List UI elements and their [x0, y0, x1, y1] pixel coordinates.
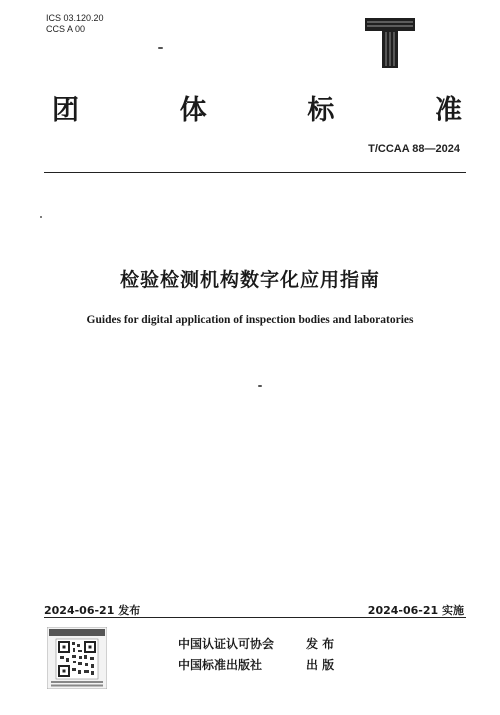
anti-counterfeit-qr-label [47, 627, 107, 689]
printer-org: 中国标准出版社 [178, 658, 263, 672]
scan-speck [158, 47, 163, 49]
printer-action: 出 版 [306, 658, 335, 672]
classification-codes [46, 13, 104, 35]
publisher-action: 发 布 [306, 637, 335, 651]
category-char: 标 [307, 95, 335, 126]
printer-row [178, 656, 334, 673]
scan-speck [40, 216, 42, 218]
standard-type-logo [363, 16, 417, 70]
scan-speck [258, 385, 262, 387]
t-logo-icon [363, 16, 417, 70]
ics-code: ICS 03.120.20 [46, 13, 104, 23]
category-char: 团 [52, 95, 79, 126]
implement-date: 2024-06-21 实施 [367, 604, 464, 617]
publisher-row [178, 635, 334, 652]
category-char: 体 [179, 95, 207, 126]
standard-number: T/CCAA 88—2024 [368, 143, 460, 155]
bottom-divider [44, 617, 466, 618]
publisher-org: 中国认证认可协会 [178, 637, 275, 651]
title-english: Guides for digital application of inspection bodies and laboratories [86, 314, 414, 326]
title-chinese: 检验检测机构数字化应用指南 [119, 269, 380, 291]
ccs-code: CCS A 00 [46, 24, 86, 34]
top-divider [44, 172, 466, 173]
qr-code-icon [47, 627, 107, 689]
category-char: 准 [434, 95, 462, 126]
publish-date: 2024-06-21 发布 [44, 604, 141, 617]
document-category-heading [52, 88, 462, 127]
